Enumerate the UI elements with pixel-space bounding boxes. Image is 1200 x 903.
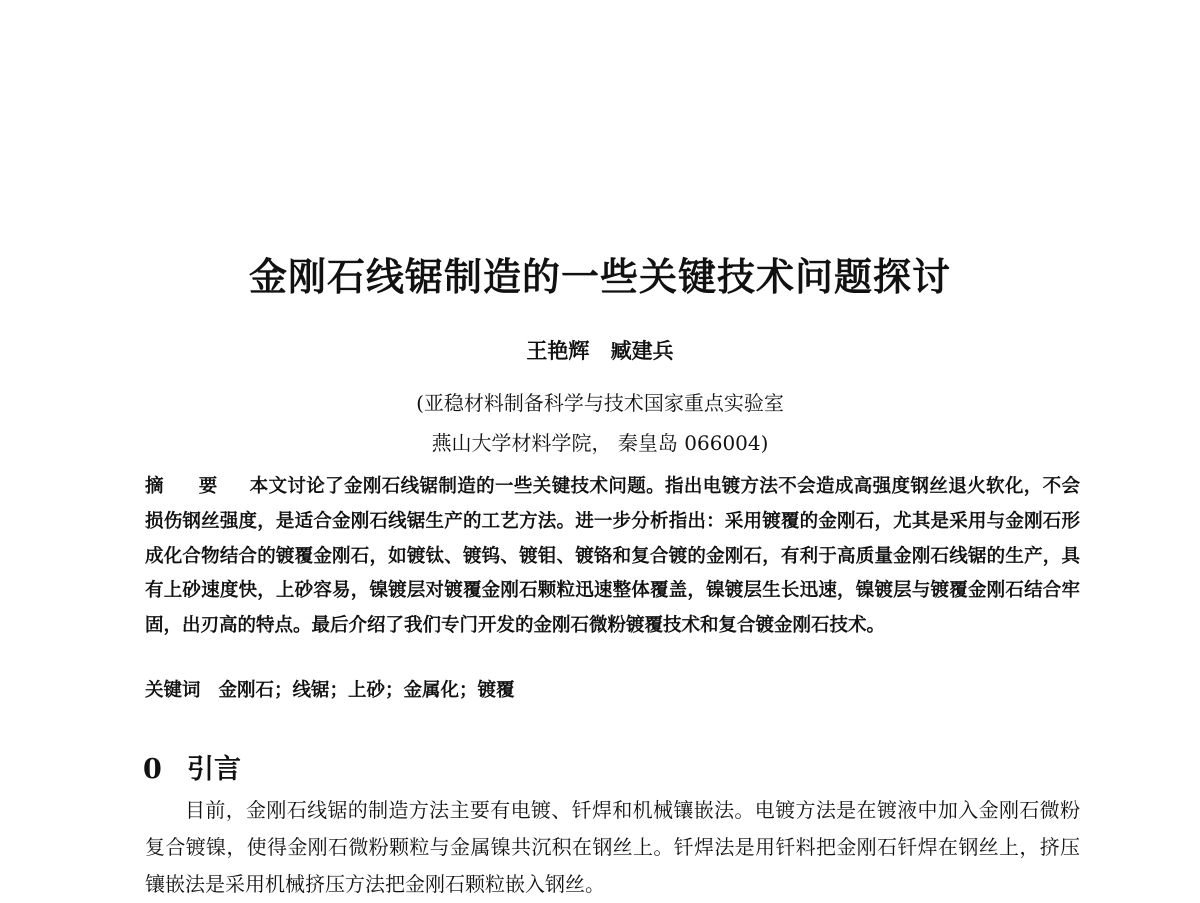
author-list: 王艳辉 臧建兵 xyxy=(526,338,674,363)
body-paragraph: 目前，金刚石线锯的制造方法主要有电镀、钎焊和机械镶嵌法。电镀方法是在镀液中加入金刚石微粉复合镀镍，使得金刚石微粉颗粒与金属镍共沉积在钢丝上。钎焊法是用钎料把金刚石钎焊在钢丝上，挤压镶嵌法是采用机械挤压方法把金刚石颗粒嵌入钢丝。 xyxy=(145,798,1080,896)
affiliation-line-2: 燕山大学材料学院， 秦皇岛 066004) xyxy=(431,431,769,455)
keywords-label: 关键词 xyxy=(145,680,201,701)
keywords xyxy=(145,676,1080,706)
section-heading xyxy=(143,750,241,790)
affiliation-line-1: (亚稳材料制备科学与技术国家重点实验室 xyxy=(416,391,784,415)
abstract-text: 本文讨论了金刚石线锯制造的一些关键技术问题。指出电镀方法不会造成高强度钢丝退火软化，不会损伤钢丝强度，是适合金刚石线锯生产的工艺方法。进一步分析指出：采用镀覆的金刚石，尤其是采用与金刚石形成化合物结合的镀覆金刚石，如镀钛、镀钨、镀钼、镀铬和复合镀的金刚石，有利于高质量金刚石线锯的生产，具有上砂速度快，上砂容易，镍镀层对镀覆金刚石颗粒迅速整体覆盖，镍镀层生长迅速，镍镀层与镀覆金刚石结合牢固，出刃高的特点。最后介绍了我们专门开发的金刚石微粉镀覆技术和复合镀金刚石技术。 xyxy=(145,476,1080,637)
paper-title: 金刚石线锯制造的一些关键技术问题探讨 xyxy=(248,255,951,299)
keywords-text: 金刚石；线锯；上砂；金属化；镀覆 xyxy=(218,680,515,701)
abstract-label: 摘 要 xyxy=(145,476,232,497)
abstract xyxy=(145,470,1080,644)
section-number: 0 xyxy=(143,754,162,785)
section-title: 引言 xyxy=(187,754,241,785)
